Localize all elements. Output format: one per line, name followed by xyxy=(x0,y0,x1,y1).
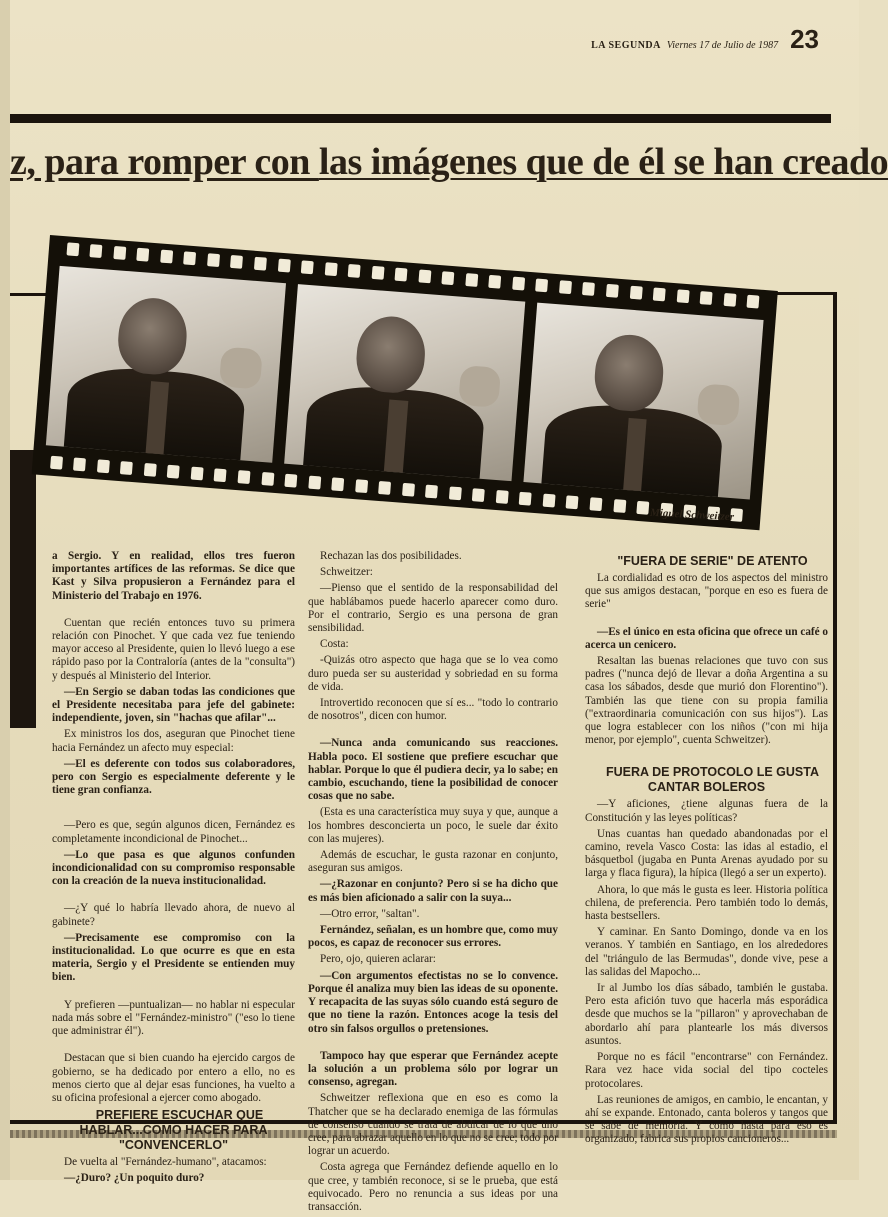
paragraph: Y prefieren —puntualizan— no hablar ni especular nada más sobre el "Fernández-ministro" ("eso lo tiene que administrar él"). xyxy=(52,998,295,1038)
paragraph: Cuentan que recién entonces tuvo su primera relación con Pinochet. Y que cada vez fue teniendo mayor acceso al Presidente, quien lo llevó luego a ese rápido paso por la Contraloría (antes de la "consulta") y después al Ministerio del Interior. xyxy=(52,616,295,682)
film-strip-photo xyxy=(32,235,778,530)
headline-prefix: z, para romper con xyxy=(10,141,319,183)
paragraph: Porque no es fácil "encontrarse" con Fernández. Rara vez hace vida social del tipo cocteles protocolares. xyxy=(585,1051,828,1090)
paragraph: —¿Razonar en conjunto? Pero si se ha dicho que es más bien aficionado a salir con la suya... xyxy=(308,878,558,904)
paragraph: Rechazan las dos posibilidades. xyxy=(320,550,462,562)
paragraph: —El es deferente con todos sus colaboradores, pero con Sergio es especialmente deferente y le tiene gran confianza. xyxy=(52,757,295,797)
page-number: 23 xyxy=(790,24,819,54)
article-column-1 xyxy=(52,550,295,1189)
paragraph: —¿Duro? ¿Un poquito duro? xyxy=(64,1172,205,1185)
paragraph: —Pero es que, según algunos dicen, Fernández es completamente incondicional de Pinochet... xyxy=(52,819,295,845)
paragraph: Ahora, lo que más le gusta es leer. Historia política chilena, de preferencia. Pero también todo lo demás, hasta bestsellers. xyxy=(585,883,828,923)
masthead xyxy=(591,24,819,55)
top-rule xyxy=(10,114,831,123)
paragraph: Introvertido reconocen que sí es... "todo lo contrario de nosotros", dicen con humor. xyxy=(308,697,558,723)
subheading: PREFIERE ESCUCHAR QUE HABLAR...COMO HACER PARA "CONVENCERLO" xyxy=(79,1108,268,1153)
paragraph: —¿Y qué lo habría llevado ahora, de nuevo al gabinete? xyxy=(52,902,295,928)
frame-right-border xyxy=(833,292,837,1122)
article-column-3 xyxy=(585,550,828,1150)
paragraph: Fernández, señalan, es un hombre que, como muy pocos, es capaz de reconocer sus errores. xyxy=(308,924,558,950)
paragraph: —Nunca anda comunicando sus reacciones. Habla poco. El sostiene que prefiere escuchar que hablar. Porque lo que él pudiera decir, ya lo sabe; en cambio, escuchando, tiene la posibilidad de conocer cosas que no sabe. xyxy=(308,737,558,803)
paragraph: (Esta es una característica muy suya y que, aunque a los hombres desconcierta un poco, le suele dar éxito con las mujeres). xyxy=(308,806,558,845)
masthead-date: Viernes 17 de Julio de 1987 xyxy=(666,40,779,51)
article-column-2 xyxy=(308,550,558,1217)
paragraph: Ex ministros los dos, aseguran que Pinochet tiene hacia Fernández un afecto muy especial: xyxy=(52,728,295,754)
paragraph: —En Sergio se daban todas las condiciones que el Presidente necesitaba para jefe del gabinete: independiente, joven, sin "hachas que afilar"... xyxy=(52,685,295,725)
paragraph: —Otro error, "saltan". xyxy=(320,907,420,920)
paragraph: Además de escuchar, le gusta razonar en conjunto, aseguran sus amigos. xyxy=(308,849,558,875)
paragraph: Schweitzer reflexiona que en eso es como la Thatcher que se ha declarado enemiga de las fórmulas de consenso cuando se trata de abdicar de lo que uno cree, para abrazar aquello en lo que no se cree; todo por lograr un acuerdo. xyxy=(308,1092,558,1158)
paragraph: Ir al Jumbo los días sábado, también le gustaba. Pero esta afición tuvo que hacerla más esporádica desde que muchos se la "pillaron" y aprovechaban de abordarlo ahí para plantearle los más diversos asuntos. xyxy=(585,982,828,1047)
paragraph: —Con argumentos efectistas no se lo convence. Porque él analiza muy bien las ideas de su oponente. Y recapacita de las suyas sólo cuando está seguro de que no tiene la razón. Entonces acoge la tesis del otro sin falsos orgullos o pretensiones. xyxy=(308,969,558,1035)
paragraph: La cordialidad es otro de los aspectos del ministro que sus amigos destacan, "porque en eso es fuera de serie" xyxy=(585,572,828,611)
paragraph: Costa: xyxy=(320,638,349,651)
paragraph: Costa agrega que Fernández defiende aquello en lo que cree, y también reconoce, si se le prueba, que está equivocado. Pero no renuncia a sus ideas por una transacción. xyxy=(308,1161,558,1213)
photo-frame-1 xyxy=(46,266,286,463)
paragraph: a Sergio. Y en realidad, ellos tres fueron importantes artífices de las reformas. Se dice que Kast y Silva propusieron a Fernández para el Ministerio del Trabajo en 1976. xyxy=(52,550,295,602)
photo-credit: Miguel Schweitzer xyxy=(649,506,735,524)
headline-underlined: las imágenes que de él se han creado xyxy=(318,141,888,183)
sidebar-photo-strip xyxy=(10,450,36,728)
paragraph: Schweitzer: xyxy=(320,566,373,579)
paragraph: Unas cuantas han quedado abandonadas por el camino, revela Vasco Costa: las idas al estadio, el básquetbol (jugaba en Punta Arenas ayudado por su larga y flaca figura), la hípica (llegó a ser un experto). xyxy=(585,827,828,880)
paragraph: —Y aficiones, ¿tiene algunas fuera de la Constitución y las leyes políticas? xyxy=(585,798,828,824)
subheading: "FUERA DE SERIE" DE ATENTO xyxy=(617,554,808,568)
photo-frame-2 xyxy=(284,284,524,481)
paragraph: Las reuniones de amigos, en cambio, le encantan, y ahí se expande. Entonado, canta boleros y tangos que se sabe de memoria. Y como hasta para eso es organizado, fabrica sus propios cancioneros... xyxy=(585,1093,828,1146)
photo-frame-3 xyxy=(523,303,763,500)
paragraph: Tampoco hay que esperar que Fernández acepte la solución a un problema sólo por lograr un consenso, agregan. xyxy=(308,1049,558,1089)
paragraph: Pero, ojo, quieren aclarar: xyxy=(320,953,436,966)
subheading: FUERA DE PROTOCOLO LE GUSTA CANTAR BOLEROS xyxy=(606,765,819,795)
page-fold xyxy=(0,0,10,1180)
paragraph: Destacan que si bien cuando ha ejercido cargos de gobierno, se ha dedicado por entero a ello, no es menos cierto que al dejar esas funciones, ha vuelto a su oficina profesional a ejercer como abogado. xyxy=(52,1052,295,1104)
paragraph: —Lo que pasa es que algunos confunden incondicionalidad con su compromiso responsable con la creación de la nueva institucionalidad. xyxy=(52,848,295,888)
frame-line-right xyxy=(770,292,836,295)
masthead-paper-name: LA SEGUNDA xyxy=(591,40,661,51)
headline xyxy=(10,140,888,184)
paragraph: —Es el único en esta oficina que ofrece un café o acerca un cenicero. xyxy=(585,625,828,651)
paragraph: —Precisamente ese compromiso con la institucionalidad. Lo que ocurre es que en esta materia, Sergio y el Presidente se entienden muy bien. xyxy=(52,931,295,984)
paragraph: Resaltan las buenas relaciones que tuvo con sus padres ("nunca dejó de llevar a doña Argentina a su casa los sábados, desde que murió don Florentino"). También las que tiene con su propia familia ("extraordinaria comunicación con sus hijos"). Las que logra establecer con los niños ("con mi hija menor, por ejemplo", cuenta Schweitzer). xyxy=(585,655,828,747)
paragraph: -Quizás otro aspecto que haga que se lo vea como duro pueda ser su austeridad y sobriedad en su forma de vida. xyxy=(308,654,558,693)
paragraph: De vuelta al "Fernández-humano", atacamos: xyxy=(64,1156,267,1169)
paragraph: Y caminar. En Santo Domingo, donde va en los veranos. Y también en Santiago, en los alrededores del "triángulo de las Bermudas", donde vive, pese a las salidas del Mapocho... xyxy=(585,926,828,978)
paragraph: —Pienso que el sentido de la responsabilidad del que hablábamos puede hacerlo aparecer como duro. Por el contrario, Sergio es una persona de gran sensibilidad. xyxy=(308,582,558,635)
